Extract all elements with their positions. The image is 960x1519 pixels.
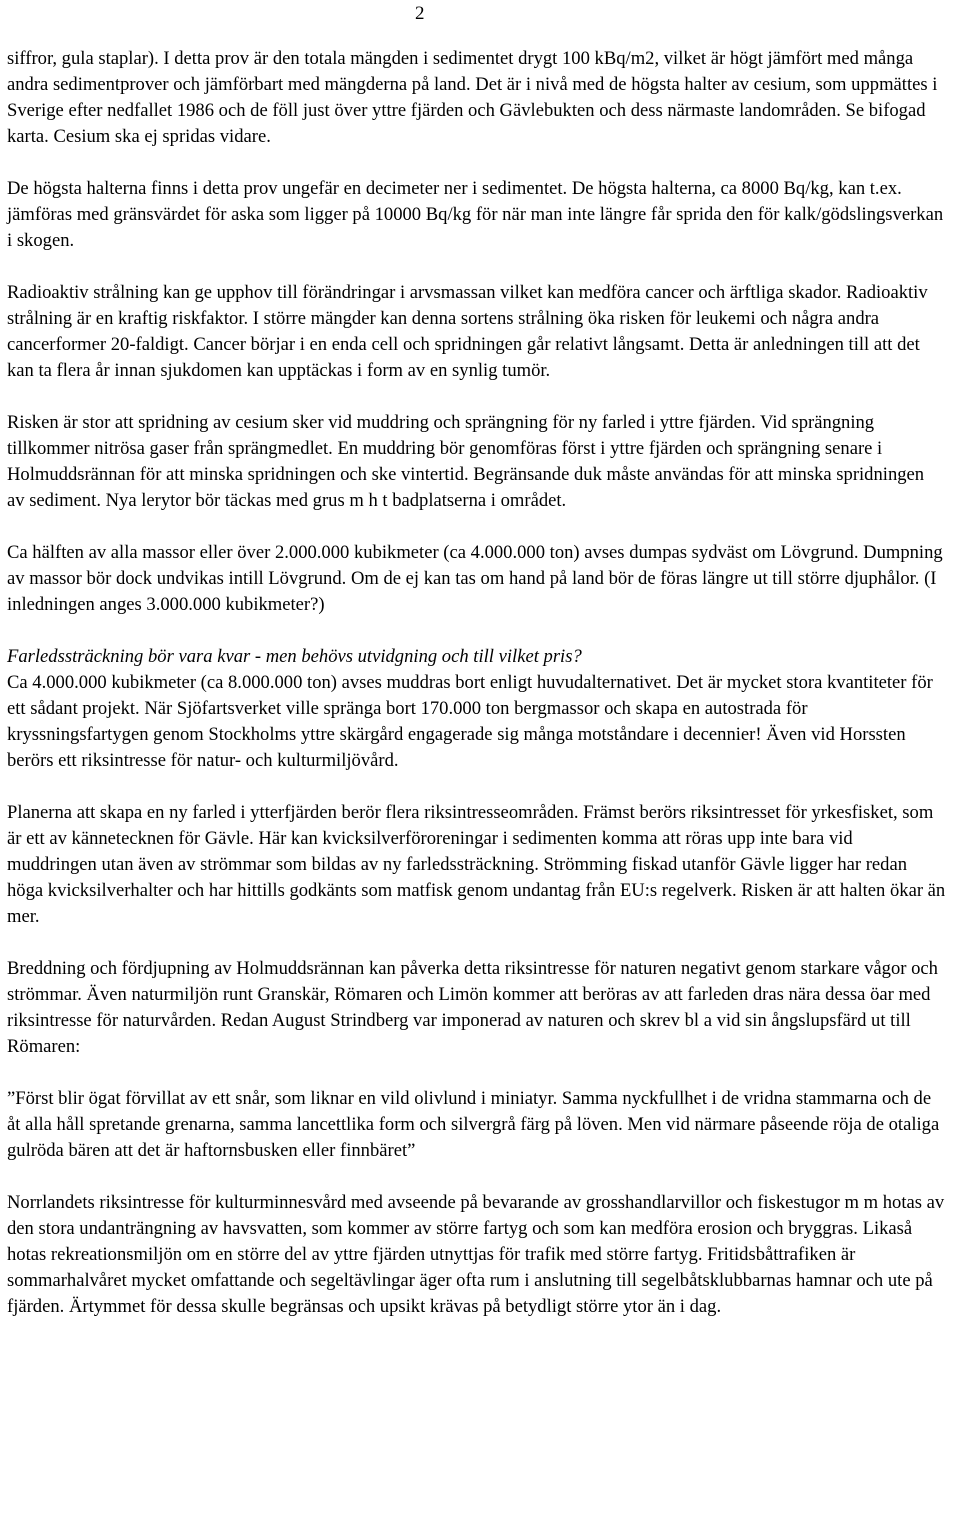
paragraph-fairway-section [7,644,946,774]
page-number: 2 [415,3,425,24]
paragraph-cultural-heritage: Norrlandets riksintresse för kulturminnesvård med avseende på bevarande av grosshandlarvillor och fiskestugor m m hotas av den stora undanträngning av havsvatten, som kommer av större fartyg och som kan medföra erosion och bryggras. Likaså hotas rekreationsmiljön om en större del av yttre fjärden utnyttjas för trafik med större fartyg. Fritidsbåttrafiken är sommarhalvåret mycket omfattande och segeltävlingar äger ofta rum i anslutning till segelbåtsklubbarnas hamnar och ute på fjärden. Ärtymmet för dessa skulle begränsas och upsikt krävas på betydligt större ytor än i dag. [7,1192,945,1317]
paragraph-holmudd-channel: Breddning och fördjupning av Holmuddsrännan kan påverka detta riksintresse för naturen negativt genom starkare vågor och strömmar. Även naturmiljön runt Granskär, Römaren och Limön kommer att beröras av att farleden dras nära dessa öar med riksintresse för naturvården. Redan August Strindberg var imponerad av naturen och skrev bl a vid sin ångslupsfärd ut till Römaren: [7,958,938,1057]
paragraph-dredging-risk: Risken är stor att spridning av cesium sker vid muddring och sprängning för ny farled i yttre fjärden. Vid sprängning tillkommer nitrösa gaser från sprängmedlet. En muddring bör genomföras först i yttre fjärden och sprängning senare i Holmuddsrännan för att minska spridningen och ske vintertid. Begränsande duk måste användas för att minska spridningen av sediment. Nya lerytor bör täckas med grus m h t badplatserna i området. [7,412,925,511]
paragraph-dredging-volume: Ca 4.000.000 kubikmeter (ca 8.000.000 ton) avses muddras bort enligt huvudalternativet. Det är mycket stora kvantiteter för ett sådant projekt. När Sjöfartsverket ville spränga bort 170.000 ton bergmassor och skapa en autostrada för kryssningsfartygen genom Stockholms yttre skärgård engagerade sig många motståndare i decennier! Även vid Horssten berörs ett riksintresse för natur- och kulturmiljövård. [7,672,933,771]
paragraph-highest-levels: De högsta halterna finns i detta prov ungefär en decimeter ner i sedimentet. De högsta halterna, ca 8000 Bq/kg, kan t.ex. jämföras med gränsvärdet för aska som ligger på 10000 Bq/kg för när man inte längre får sprida den för kalk/gödslingsverkan i skogen. [7,178,944,251]
paragraph-national-interest: Planerna att skapa en ny farled i ytterfjärden berör flera riksintresseområden. Främst berörs riksintresset för yrkesfisket, som är ett av kännetecknen för Gävle. Här kan kvicksilverföroreningar i sedimenten komma att röras upp inte bara vid muddringen utan även av strömmar som bildas av ny farledssträckning. Strömming fiskad utanför Gävle ligger har redan höga kvicksilverhalter och har hittills godkänts som matfisk genom undantag från EU:s regelverk. Risken är att halten ökar än mer. [7,802,946,927]
italic-heading: Farledssträckning bör vara kvar - men behövs utvidgning och till vilket pris? [7,646,582,667]
paragraph-dumping: Ca hälften av alla massor eller över 2.000.000 kubikmeter (ca 4.000.000 ton) avses dumpas sydväst om Lövgrund. Dumpning av massor bör dock undvikas intill Lövgrund. Om de ej kan tas om hand på land bör de föras längre ut till större djuphålor. (I inledningen anges 3.000.000 kubikmeter?) [7,542,943,615]
paragraph-strindberg-quote: ”Först blir ögat förvillat av ett snår, som liknar en vild olivlund i miniatyr. Samma nyckfullhet i de vridna stammarna och de åt alla håll spretande grenarna, samma lancettlika form och silvergrå färg på löven. Men vid närmare påseende röja de otaliga gulröda bären att det är haftornsbusken eller finnbäret” [7,1088,940,1161]
paragraph-radiation-risk: Radioaktiv strålning kan ge upphov till förändringar i arvsmassan vilket kan medföra cancer och ärftliga skador. Radioaktiv strålning är en kraftig riskfaktor. I större mängder kan denna sortens strålning öka risken för leukemi och några andra cancerformer 20-faldigt. Cancer börjar i en enda cell och spridningen går relativt långsamt. Detta är anledningen till att det kan ta flera år innan sjukdomen kan upptäckas i form av en synlig tumör. [7,282,928,381]
paragraph-cesium-sample: siffror, gula staplar). I detta prov är den totala mängden i sedimentet drygt 100 kBq/m2, vilket är högt jämfört med många andra sedimentprover och jämförbart med mängderna på land. Det är i nivå med de högsta halter av cesium, som uppmättes i Sverige efter nedfallet 1986 och de föll just över yttre fjärden och Gävlebukten och dess närmaste landområden. Se bifogad karta. Cesium ska ej spridas vidare. [7,48,938,147]
